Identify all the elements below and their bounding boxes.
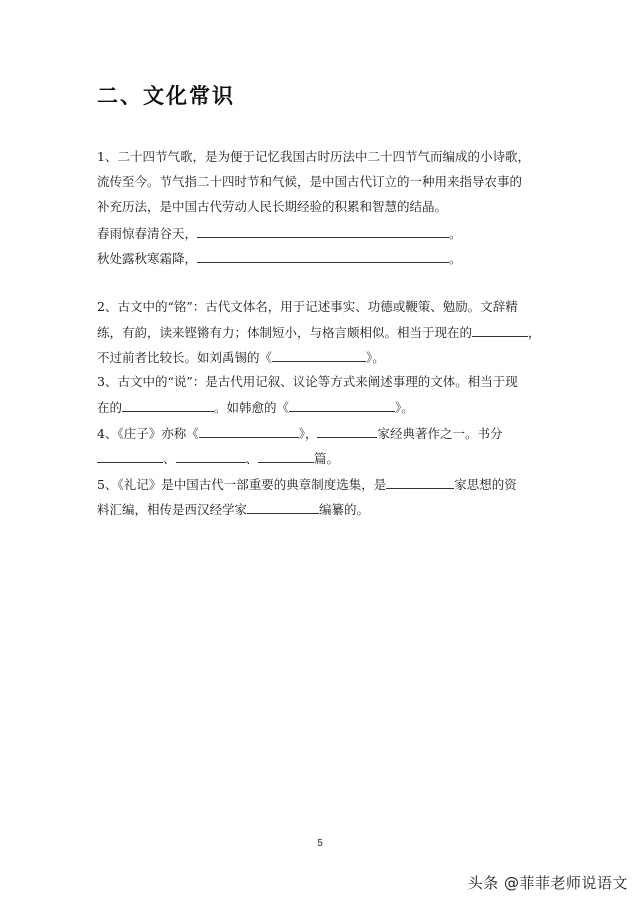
q5-line-2-end: 编纂的。 (319, 502, 370, 517)
q5-blank-1[interactable] (386, 475, 454, 489)
q5-blank-2[interactable] (247, 500, 319, 514)
watermark: 头条 @菲菲老师说语文 (467, 874, 628, 892)
q3-line-2-mid: 。如韩愈的《 (214, 400, 290, 415)
q2-line-3-text: 不过前者比较长。如刘禹锡的《 (97, 350, 273, 365)
q5-line-1-text: 5、《礼记》是中国古代一部重要的典章制度选集，是 (97, 477, 387, 492)
q2-blank-1[interactable] (472, 323, 528, 337)
q2-line-3 (97, 348, 552, 367)
q2-line-2-end: ， (528, 325, 541, 340)
q5-line-2 (97, 500, 552, 519)
q5-line-1 (97, 475, 552, 494)
q4-line-2 (97, 449, 552, 468)
page-number: 5 (317, 838, 323, 849)
section-title: 二、文化常识 (97, 84, 235, 108)
q4-line-1-text: 4、《庄子》亦称《 (97, 426, 199, 441)
q1-blank-2[interactable] (197, 249, 449, 263)
q1-line-5 (97, 249, 552, 268)
q4-blank-4[interactable] (176, 449, 246, 463)
q4-sep-2: 、 (245, 451, 259, 466)
q1-line-5-end: 。 (449, 251, 462, 266)
q2-line-2-text: 练，有韵，读来铿锵有力；体制短小，与格言颇相似。相当于现在的 (97, 325, 473, 340)
q1-line-4-end: 。 (449, 226, 462, 241)
q4-line-1-end: 家经典著作之一。书分 (377, 426, 503, 441)
q4-blank-1[interactable] (199, 424, 299, 438)
q1-line-4 (97, 224, 552, 243)
q4-blank-2[interactable] (317, 424, 377, 438)
q4-blank-3[interactable] (97, 449, 163, 463)
q4-line-2-end: 篇。 (314, 451, 340, 466)
q1-line-2: 流传至今。节气指二十四时节和气候，是中国古代订立的一种用来指导农事的 (97, 174, 523, 189)
q5-line-2-text: 料汇编，相传是西汉经学家 (97, 502, 248, 517)
q2-line-3-end: 》。 (366, 350, 385, 365)
q3-line-2 (97, 398, 552, 417)
q5-line-1-end: 家思想的资 (454, 477, 517, 492)
q2-blank-2[interactable] (272, 348, 366, 362)
q2-line-1: 2、古文中的“铭”：古代文体名，用于记述事实、功德或鞭策、勉励。文辞精 (97, 299, 518, 314)
q1-blank-1[interactable] (197, 224, 449, 238)
q4-line-1-mid: 》， (298, 426, 318, 441)
q1-line-1: 1、二十四节气歌，是为便于记忆我国古时历法中二十四节气而编成的小诗歌， (97, 149, 530, 164)
q1-line-5-text: 秋处露秋寒霜降， (97, 251, 198, 266)
q3-blank-2[interactable] (289, 398, 395, 412)
q4-line-1 (97, 424, 552, 443)
q1-line-4-text: 春雨惊春清谷天， (97, 226, 198, 241)
q1-line-3: 补充历法，是中国古代劳动人民长期经验的积累和智慧的结晶。 (97, 199, 448, 214)
q3-line-1: 3、古文中的“说”：是古代用记叙、议论等方式来阐述事理的文体。相当于现 (97, 374, 518, 389)
q2-line-2 (97, 323, 552, 342)
q4-blank-5[interactable] (258, 449, 314, 463)
q3-line-2-text: 在的 (97, 400, 123, 415)
q4-sep-1: 、 (163, 451, 176, 466)
q3-line-2-end: 》。 (395, 400, 414, 415)
q3-blank-1[interactable] (122, 398, 214, 412)
